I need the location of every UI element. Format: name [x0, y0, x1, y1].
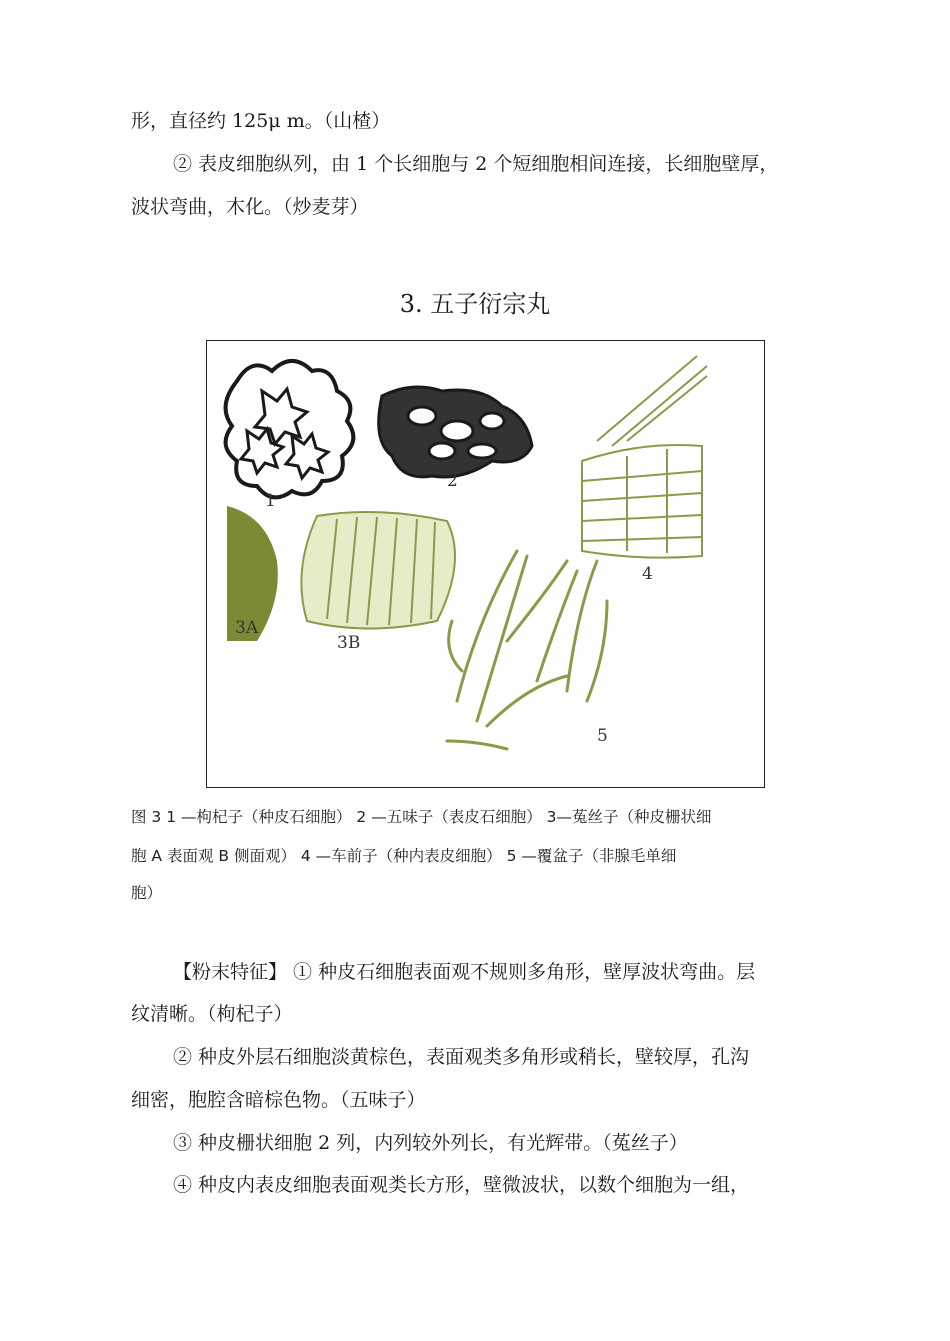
powder-line-6: ④ 种皮内表皮细胞表面观类长方形，壁微波状，以数个细胞为一组，	[173, 1174, 750, 1196]
powder-line-2: 纹清晰。（枸杞子）	[131, 1003, 293, 1025]
powder-line-1: 【粉末特征】 ① 种皮石细胞表面观不规则多角形，壁厚波状弯曲。层	[173, 961, 756, 983]
powder-line-5: ③ 种皮栅状细胞 2 列，内列较外列长，有光辉带。（菟丝子）	[173, 1132, 688, 1154]
hairs-drawing	[447, 551, 607, 749]
figure-caption-line-3: 胞）	[131, 884, 163, 902]
palisade-side-drawing	[301, 512, 455, 629]
figure-caption-line-2: 胞 A 表面观 B 侧面观） 4 —车前子（种内表皮细胞） 5 —覆盆子（非腺毛单细	[131, 847, 677, 865]
figure-caption-line-1: 图 3 1 —枸杞子（种皮石细胞） 2 —五味子（表皮石细胞） 3—菟丝子（种皮栅状细	[131, 808, 712, 826]
figure-label-3a: 3A	[235, 618, 259, 638]
micrograph-figure	[206, 340, 765, 788]
inner-epidermis-drawing	[582, 356, 707, 558]
figure-label-1: 1	[265, 491, 276, 511]
powder-line-4: 细密，胞腔含暗棕色物。（五味子）	[131, 1089, 426, 1111]
figure-drawing	[207, 341, 765, 788]
stone-cells-drawing	[226, 361, 354, 497]
figure-label-5: 5	[597, 726, 608, 746]
epidermal-cells-drawing	[379, 387, 532, 477]
text-line-3: 波状弯曲，木化。（炒麦芽）	[131, 196, 369, 218]
text-line-1: 形，直径约 125μ m。（山楂）	[131, 110, 391, 132]
figure-label-2: 2	[447, 471, 458, 491]
section-title: 3. 五子衍宗丸	[399, 290, 551, 318]
figure-label-3b: 3B	[337, 633, 361, 653]
powder-line-3: ② 种皮外层石细胞淡黄棕色，表面观类多角形或稍长，壁较厚，孔沟	[173, 1046, 750, 1068]
figure-label-4: 4	[642, 564, 653, 584]
text-line-2: ② 表皮细胞纵列，由 1 个长细胞与 2 个短细胞相间连接，长细胞壁厚，	[173, 153, 779, 175]
